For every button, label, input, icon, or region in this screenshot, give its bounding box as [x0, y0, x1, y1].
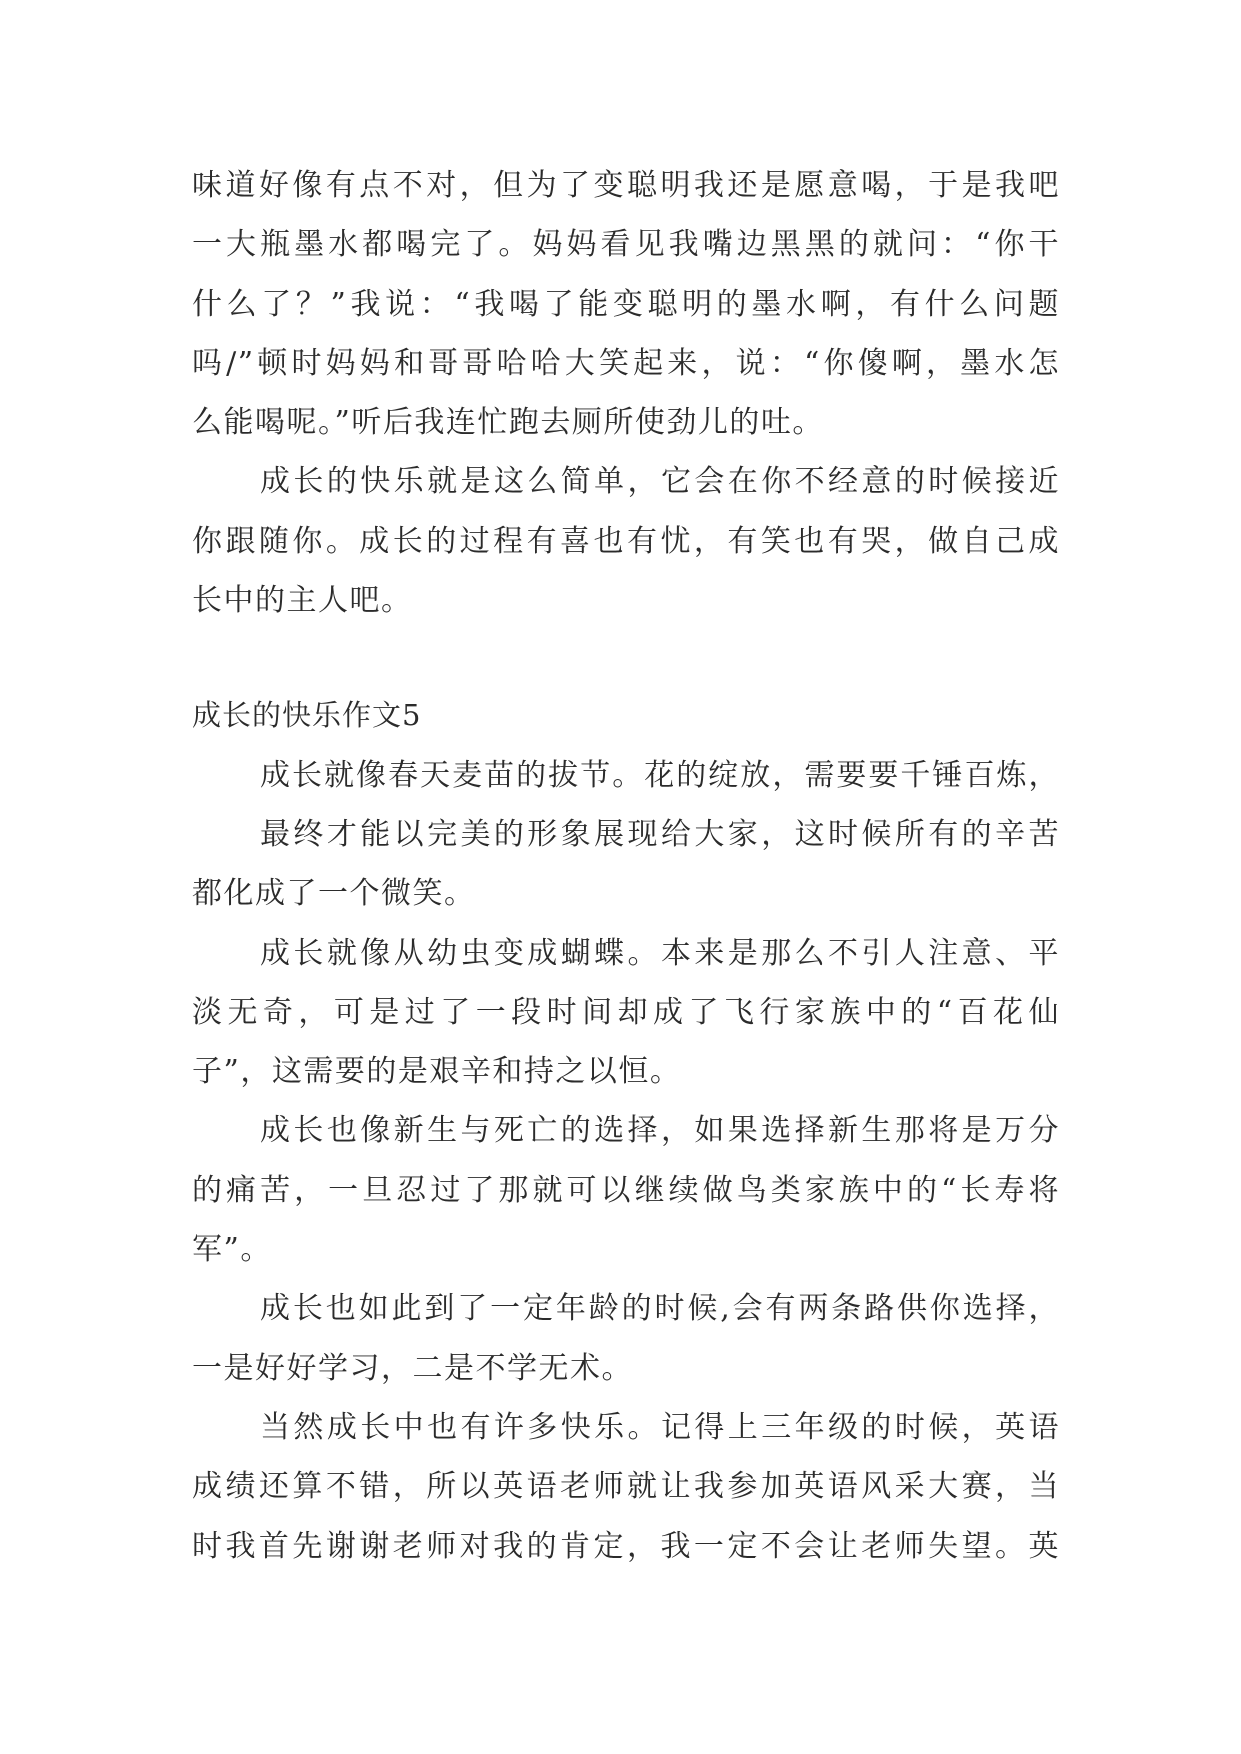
section-heading: 成长的快乐作文5	[192, 698, 422, 733]
text-line: 你跟随你。成长的过程有喜也有忧，有笑也有哭，做自己成	[192, 523, 1060, 559]
document-body	[192, 156, 1060, 1576]
text-line: 都化成了一个微笑。	[192, 876, 476, 912]
paragraph	[192, 452, 1060, 630]
text-line: 子”，这需要的是艰辛和持之以恒。	[192, 1054, 682, 1090]
text-line: 军”。	[192, 1232, 272, 1268]
text-line: 当然成长中也有许多快乐。记得上三年级的时候，英语	[260, 1409, 1060, 1445]
text-line: 一是好好学习，二是不学无术。	[192, 1350, 633, 1386]
paragraph	[192, 156, 1060, 452]
paragraph	[192, 1101, 1060, 1279]
paragraph	[192, 746, 1060, 805]
text-line: 最终才能以完美的形象展现给大家，这时候所有的辛苦	[260, 816, 1060, 852]
text-line: 味道好像有点不对，但为了变聪明我还是愿意喝，于是我吧	[192, 168, 1060, 203]
paragraph	[192, 924, 1060, 1102]
text-line: 什么了？”我说：“我喝了能变聪明的墨水啊，有什么问题	[192, 286, 1060, 322]
text-line: 一大瓶墨水都喝完了。妈妈看见我嘴边黑黑的就问：“你干	[192, 227, 1060, 263]
text-line: 长中的主人吧。	[192, 583, 413, 619]
text-line: 么能喝呢。”听后我连忙跑去厕所使劲儿的吐。	[192, 405, 824, 441]
paragraph	[192, 1398, 1060, 1576]
text-line: 成长就像从幼虫变成蝴蝶。本来是那么不引人注意、平	[260, 935, 1060, 971]
text-line: 成长也像新生与死亡的选择，如果选择新生那将是万分	[260, 1113, 1060, 1149]
text-line: 成长也如此到了一定年龄的时候,会有两条路供你选择，	[260, 1291, 1060, 1327]
text-line: 时我首先谢谢老师对我的肯定，我一定不会让老师失望。英	[192, 1528, 1060, 1564]
paragraph	[192, 1279, 1060, 1398]
paragraph	[192, 805, 1060, 924]
text-line: 吗/”顿时妈妈和哥哥哈哈大笑起来，说：“你傻啊，墨水怎	[192, 345, 1060, 381]
text-line: 成长就像春天麦苗的拔节。花的绽放，需要要千锤百炼，	[260, 757, 1060, 793]
text-line: 淡无奇，可是过了一段时间却成了飞行家族中的“百花仙	[192, 994, 1060, 1030]
text-line: 的痛苦，一旦忍过了那就可以继续做鸟类家族中的“长寿将	[192, 1172, 1060, 1208]
text-line: 成绩还算不错，所以英语老师就让我参加英语风采大赛，当	[192, 1469, 1060, 1505]
text-line: 成长的快乐就是这么简单，它会在你不经意的时候接近	[260, 464, 1060, 500]
